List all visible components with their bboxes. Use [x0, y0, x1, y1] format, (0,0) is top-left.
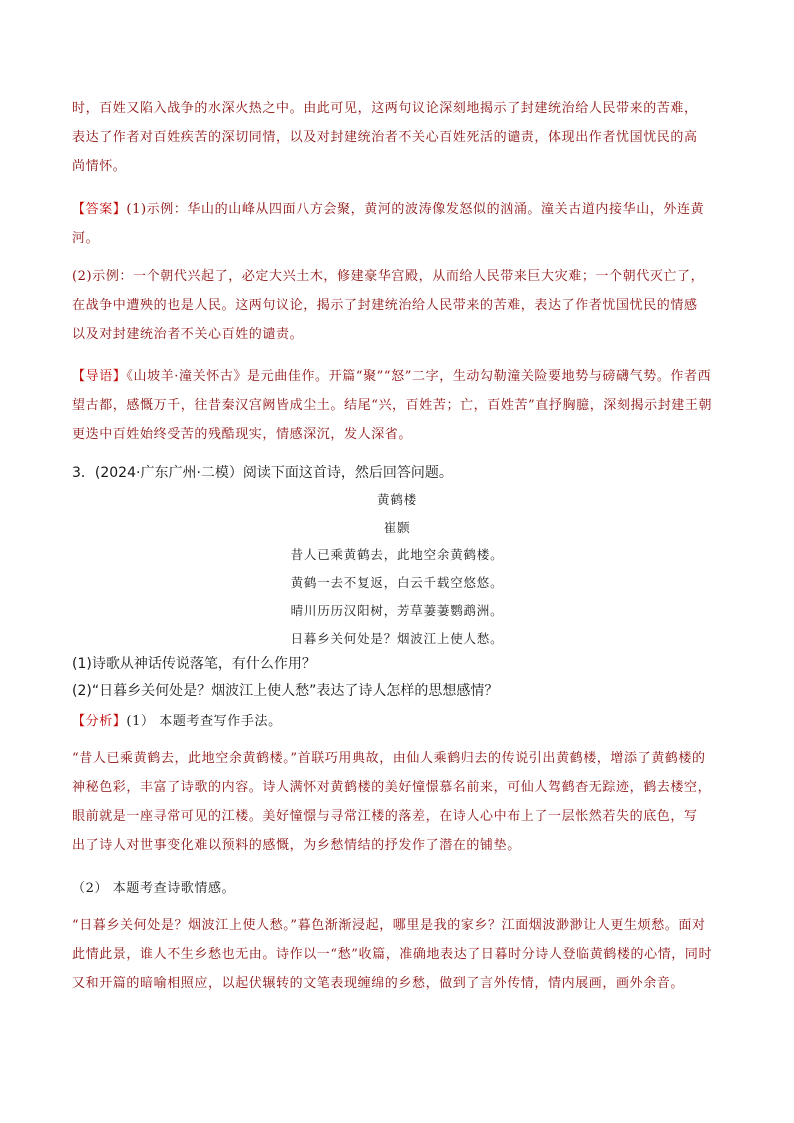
- answer2-line: 以及对封建统治者不关心百姓的谴责。: [72, 327, 304, 342]
- answer2-line: (2)示例：一个朝代兴起了，必定大兴土木，修建豪华宫殿，从而给人民带来巨大灾难；一个朝代灭亡了，: [72, 269, 705, 284]
- analysis-para1-line: 眼前就是一座寻常可见的江楼。美好憧憬与寻常江楼的落差，在诗人心中布上了一层怅然若失的底色，写: [72, 809, 698, 824]
- sub-question-2: (2)“日暮乡关何处是？烟波江上使人愁”表达了诗人怎样的思想感情？: [72, 683, 499, 699]
- answer-line: 河。: [72, 231, 100, 246]
- analysis-para1-line: 出了诗人对世事变化难以预料的感慨，为乡愁情结的抒发作了潜在的铺垫。: [72, 838, 521, 853]
- analysis-para2-line: “日暮乡关何处是？烟波江上使人愁。”暮色渐渐浸起，哪里是我的家乡？江面烟波渺渺让人更生烦愁。面对: [72, 918, 706, 933]
- analysis-part2-heading-block: [72, 874, 724, 903]
- poem-author: 崔颢: [383, 520, 411, 535]
- intro-line: 表达了作者对百姓疾苦的深切同情，以及对封建统治者不关心百姓死活的谴责，体现出作者忧国忧民的高: [72, 130, 698, 145]
- analysis-part2-heading: （2） 本题考查诗歌情感。: [72, 881, 236, 896]
- poem-line: 晴川历历汉阳树，芳草萋萋鹦鹉洲。: [290, 603, 504, 618]
- poem-line: 黄鹤一去不复返，白云千载空悠悠。: [290, 575, 504, 590]
- analysis-para1: [72, 744, 724, 860]
- analysis-line: [72, 707, 724, 736]
- analysis-para1-line: “昔人已乘黄鹤去，此地空余黄鹤楼。”首联巧用典故，由仙人乘鹤归去的传说引出黄鹤楼，增添了黄鹤楼的: [72, 751, 706, 766]
- poem-title: 黄鹤楼: [377, 492, 417, 507]
- answer2-paragraph: [72, 262, 724, 349]
- analysis-para1-line: 神秘色彩，丰富了诗歌的内容。诗人满怀对黄鹤楼的美好憧憬慕名前来，可仙人驾鹤杳无踪迹，鹤去楼空，: [72, 780, 712, 795]
- intro-paragraph: [72, 94, 724, 181]
- analysis-para2-line: 此情此景，谁人不生乡愁也无由。诗作以一“愁”收篇，准确地表达了日暮时分诗人登临黄鹤楼的心情，同时: [72, 947, 713, 962]
- answer-line: [72, 195, 724, 224]
- guide-tag: 【导语】: [72, 369, 127, 384]
- analysis-para2-line: 又和开篇的暗喻相照应，以起伏辗转的文笔表现缠绵的乡愁，做到了言外传情，情内展画，画外余音。: [72, 976, 685, 991]
- answer-paragraph: [72, 195, 724, 253]
- guide-line: 望古都，感慨万千，往昔秦汉宫阙皆成尘土。结尾“兴，百姓苦；亡，百姓苦”直抒胸臆，深刻揭示封建王朝: [72, 398, 713, 413]
- guide-paragraph: [72, 362, 724, 449]
- intro-line: 尚情怀。: [72, 159, 127, 174]
- poem-line: 昔人已乘黄鹤去，此地空余黄鹤楼。: [290, 547, 504, 562]
- guide-text: 《山坡羊·潼关怀古》是元曲佳作。开篇“聚”“怒”二字，生动勾勒潼关险要地势与磅礴气势。作者西: [126, 369, 712, 384]
- analysis-part1-heading: (1） 本题考查写作手法。: [126, 714, 282, 729]
- question-3: 3．(2024·广东广州·二模）阅读下面这首诗，然后回答问题。: [72, 465, 453, 481]
- answer-text: (1)示例：华山的山峰从四面八方会聚，黄河的波涛像发怒似的汹涌。潼关古道内接华山，外连黄: [126, 202, 705, 217]
- intro-line: 时，百姓又陷入战争的水深火热之中。由此可见，这两句议论深刻地揭示了封建统治给人民带来的苦难，: [72, 101, 698, 116]
- guide-line: [72, 362, 724, 391]
- answer-tag: 【答案】: [72, 202, 127, 217]
- analysis-tag: 【分析】: [72, 714, 127, 729]
- guide-line: 更迭中百姓始终受苦的残酷现实，情感深沉，发人深省。: [72, 427, 413, 442]
- analysis-para2: [72, 911, 724, 998]
- sub-question-1: (1)诗歌从神话传说落笔，有什么作用？: [72, 656, 316, 672]
- answer2-line: 在战争中遭殃的也是人民。这两句议论，揭示了封建统治给人民带来的苦难，表达了作者忧国忧民的情感: [72, 298, 698, 313]
- poem-line: 日暮乡关何处是？烟波江上使人愁。: [290, 631, 504, 646]
- analysis-heading: [72, 707, 724, 736]
